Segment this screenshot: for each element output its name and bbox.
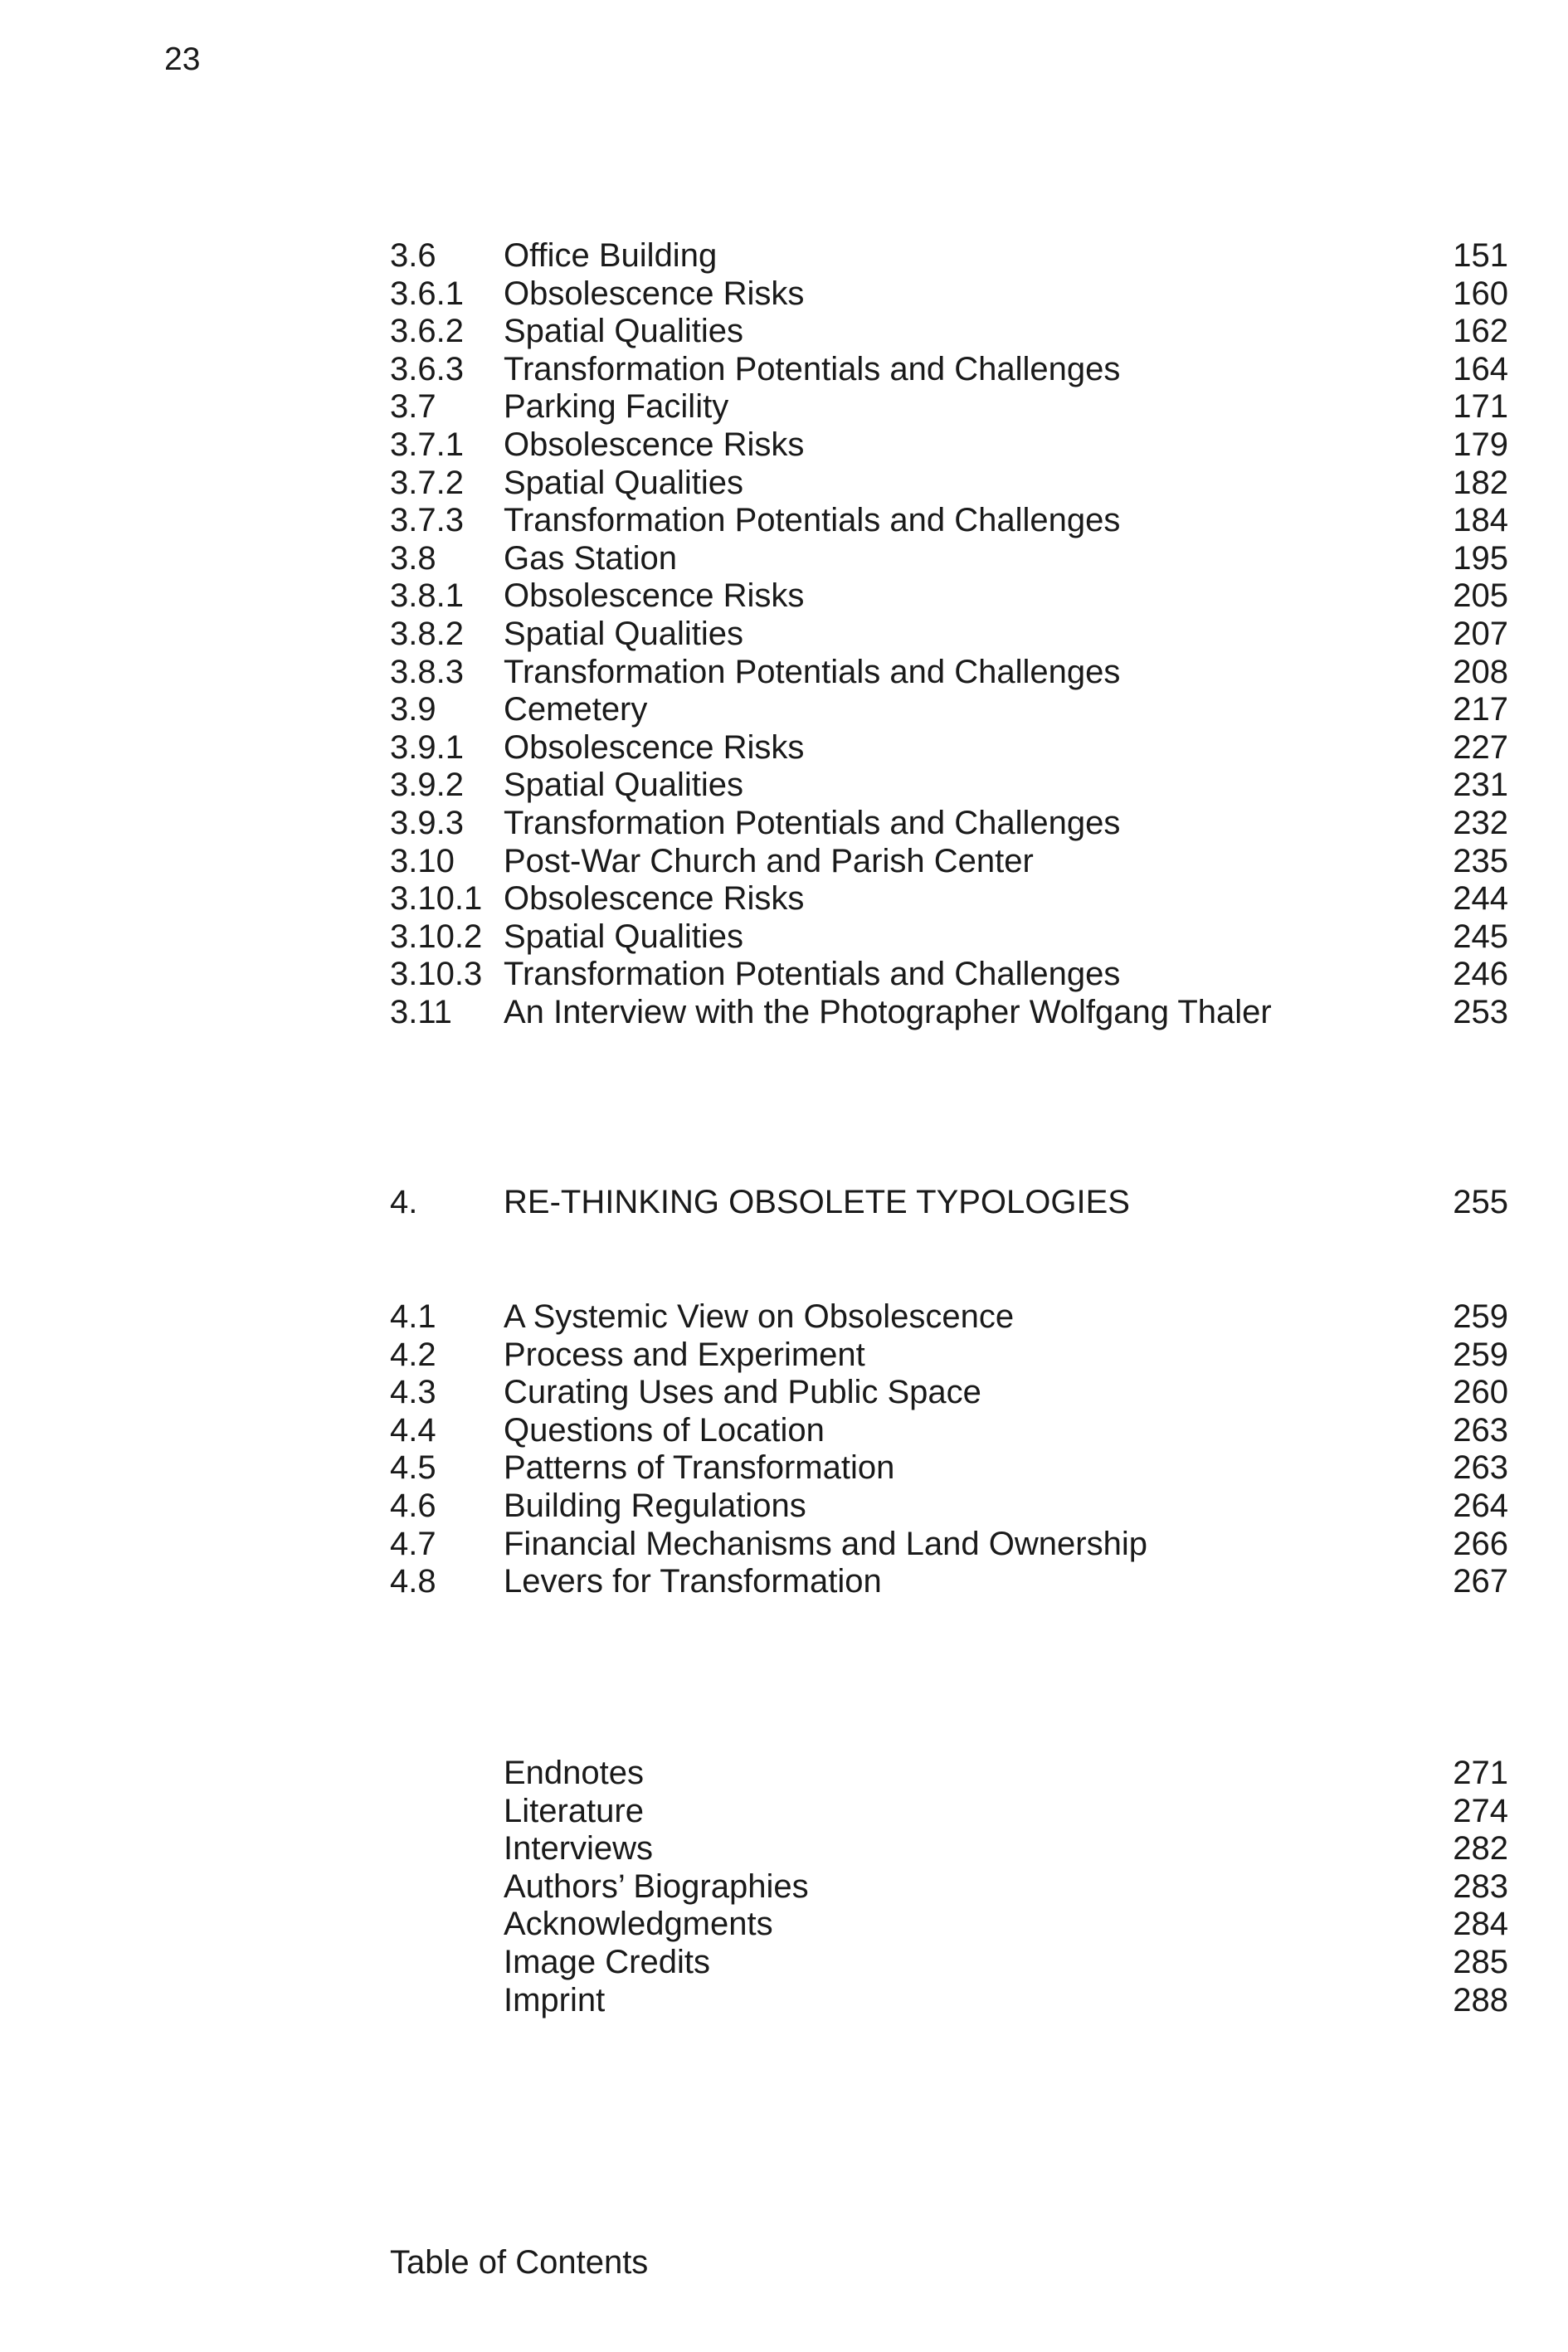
toc-entry — [390, 1488, 1508, 1526]
toc-entry — [390, 1868, 1508, 1906]
toc-entry — [390, 388, 1508, 426]
toc-entry-number: 3.8.3 — [390, 653, 464, 690]
toc-entry-page: 284 — [1453, 1906, 1508, 1943]
toc-entry-title: Office Building — [504, 237, 718, 274]
toc-entry-title: An Interview with the Photographer Wolfgang Thaler — [504, 993, 1272, 1030]
toc-entry-title: Obsolescence Risks — [504, 275, 805, 312]
chapter-title: RE-THINKING OBSOLETE TYPOLOGIES — [504, 1184, 1130, 1220]
toc-chapter-4-heading — [390, 1184, 1508, 1222]
toc-entry-title: Process and Experiment — [504, 1336, 865, 1373]
toc-entry — [390, 275, 1508, 314]
toc-entry-number: 3.7.1 — [390, 426, 464, 463]
toc-entry-title: Curating Uses and Public Space — [504, 1374, 981, 1411]
toc-entry — [390, 1298, 1508, 1337]
toc-entry — [390, 426, 1508, 465]
toc-entry-page: 260 — [1453, 1374, 1508, 1411]
toc-entry — [390, 994, 1508, 1032]
toc-entry-page: 274 — [1453, 1792, 1508, 1829]
toc-entry-title: Levers for Transformation — [504, 1563, 882, 1600]
toc-entry-page: 205 — [1453, 577, 1508, 615]
toc-entry-number: 3.6.2 — [390, 313, 464, 350]
toc-entry-title: Post-War Church and Parish Center — [504, 842, 1034, 879]
toc-entry-title: Imprint — [504, 1981, 606, 2018]
toc-entry-page: 244 — [1453, 880, 1508, 918]
toc-entry-number: 3.10.2 — [390, 918, 483, 955]
toc-entry-title: Building Regulations — [504, 1487, 806, 1524]
toc-entry-title: Financial Mechanisms and Land Ownership — [504, 1525, 1147, 1562]
toc-entry-page: 160 — [1453, 275, 1508, 312]
toc-entry — [390, 313, 1508, 351]
toc-entry-page: 282 — [1453, 1830, 1508, 1867]
toc-entry-title: Transformation Potentials and Challenges — [504, 956, 1121, 993]
toc-entry-number: 4.2 — [390, 1336, 436, 1373]
toc-entry — [390, 918, 1508, 957]
toc-entry-number: 3.8 — [390, 539, 436, 577]
toc-entry-number: 3.7 — [390, 388, 436, 426]
toc-entry-title: Transformation Potentials and Challenges — [504, 804, 1121, 841]
toc-entry — [390, 1944, 1508, 1982]
toc-entry — [390, 1793, 1508, 1831]
toc-entry-title: Gas Station — [504, 539, 678, 577]
toc-entry-title: Spatial Qualities — [504, 464, 744, 501]
toc-entry — [390, 1412, 1508, 1450]
toc-entry — [390, 767, 1508, 805]
toc-entry — [390, 351, 1508, 389]
toc-entry-page: 264 — [1453, 1487, 1508, 1524]
toc-entry-title: Patterns of Transformation — [504, 1449, 895, 1487]
page-number: 23 — [164, 41, 201, 77]
toc-entry-page: 288 — [1453, 1981, 1508, 2018]
toc-entry-page: 179 — [1453, 426, 1508, 463]
toc-entry-page: 151 — [1453, 237, 1508, 274]
toc-entry — [390, 1830, 1508, 1868]
toc-entry-number: 4.3 — [390, 1374, 436, 1411]
toc-entry-title: Parking Facility — [504, 388, 729, 426]
toc-entry — [390, 654, 1508, 692]
toc-entry-page: 182 — [1453, 464, 1508, 501]
toc-entry-page: 271 — [1453, 1755, 1508, 1791]
toc-entry-title: Cemetery — [504, 691, 648, 728]
toc-entry-title: Literature — [504, 1792, 644, 1829]
toc-entry — [390, 880, 1508, 918]
toc-entry — [390, 616, 1508, 654]
toc-entry-page: 184 — [1453, 502, 1508, 539]
toc-entry — [390, 577, 1508, 616]
toc-entry-number: 3.10.3 — [390, 956, 483, 993]
toc-entry-title: Image Credits — [504, 1943, 710, 1980]
chapter-heading-row — [390, 1184, 1508, 1222]
toc-entry-page: 266 — [1453, 1525, 1508, 1562]
toc-entry — [390, 1906, 1508, 1944]
toc-entry-number: 3.8.2 — [390, 615, 464, 652]
toc-entry-page: 232 — [1453, 804, 1508, 841]
toc-entry-page: 285 — [1453, 1943, 1508, 1980]
toc-entry-number: 3.7.2 — [390, 464, 464, 501]
toc-section-4 — [390, 1298, 1508, 1601]
toc-entry-title: Transformation Potentials and Challenges — [504, 653, 1121, 690]
chapter-page: 255 — [1453, 1184, 1508, 1220]
toc-back-matter — [390, 1755, 1508, 2019]
toc-entry-number: 3.11 — [390, 993, 452, 1030]
toc-entry-title: Obsolescence Risks — [504, 426, 805, 463]
toc-entry-page: 253 — [1453, 993, 1508, 1030]
toc-entry-page: 217 — [1453, 691, 1508, 728]
toc-section-3 — [390, 237, 1508, 1031]
toc-entry-page: 208 — [1453, 653, 1508, 690]
toc-entry-title: Spatial Qualities — [504, 767, 744, 804]
toc-entry-page: 171 — [1453, 388, 1508, 426]
toc-entry-page: 235 — [1453, 842, 1508, 879]
toc-entry-page: 259 — [1453, 1336, 1508, 1373]
toc-entry-number: 4.8 — [390, 1563, 436, 1600]
toc-entry — [390, 805, 1508, 843]
toc-entry-page: 246 — [1453, 956, 1508, 993]
toc-entry — [390, 1449, 1508, 1488]
toc-entry-page: 162 — [1453, 313, 1508, 350]
running-footer: Table of Contents — [390, 2244, 649, 2281]
toc-entry-page: 164 — [1453, 350, 1508, 387]
toc-entry-number: 3.9.2 — [390, 767, 464, 804]
toc-entry — [390, 502, 1508, 540]
toc-entry-title: Obsolescence Risks — [504, 577, 805, 615]
toc-entry-number: 3.6 — [390, 237, 436, 274]
toc-entry-number: 4.4 — [390, 1411, 436, 1449]
toc-entry — [390, 1374, 1508, 1412]
toc-entry — [390, 1982, 1508, 2020]
toc-entry-number: 3.7.3 — [390, 502, 464, 539]
toc-entry-number: 3.6.1 — [390, 275, 464, 312]
toc-entry — [390, 1337, 1508, 1375]
toc-entry-title: A Systemic View on Obsolescence — [504, 1298, 1015, 1335]
toc-entry — [390, 729, 1508, 767]
toc-entry-number: 4.5 — [390, 1449, 436, 1487]
toc-entry-page: 195 — [1453, 539, 1508, 577]
toc-entry-title: Authors’ Biographies — [504, 1867, 809, 1905]
toc-entry-number: 3.10 — [390, 842, 455, 879]
toc-entry-page: 207 — [1453, 615, 1508, 652]
toc-entry-number: 3.8.1 — [390, 577, 464, 615]
toc-entry — [390, 237, 1508, 275]
toc-entry — [390, 956, 1508, 994]
toc-entry-title: Spatial Qualities — [504, 615, 744, 652]
toc-entry-number: 3.9.1 — [390, 728, 464, 766]
toc-entry-title: Spatial Qualities — [504, 313, 744, 350]
toc-entry-page: 227 — [1453, 728, 1508, 766]
toc-entry — [390, 1755, 1508, 1793]
toc-entry-page: 231 — [1453, 767, 1508, 804]
toc-entry-title: Spatial Qualities — [504, 918, 744, 955]
toc-entry-page: 259 — [1453, 1298, 1508, 1335]
toc-entry-title: Interviews — [504, 1830, 654, 1867]
toc-entry-page: 267 — [1453, 1563, 1508, 1600]
toc-entry — [390, 691, 1508, 729]
toc-entry-title: Questions of Location — [504, 1411, 825, 1449]
toc-entry-number: 4.1 — [390, 1298, 436, 1335]
toc-entry-title: Transformation Potentials and Challenges — [504, 502, 1121, 539]
toc-entry-title: Transformation Potentials and Challenges — [504, 350, 1121, 387]
toc-entry — [390, 1563, 1508, 1601]
toc-entry-number: 3.9 — [390, 691, 436, 728]
toc-entry — [390, 540, 1508, 578]
toc-entry — [390, 843, 1508, 881]
toc-entry-number: 3.6.3 — [390, 350, 464, 387]
toc-entry-title: Acknowledgments — [504, 1906, 773, 1943]
toc-entry-title: Endnotes — [504, 1755, 645, 1791]
toc-entry-page: 245 — [1453, 918, 1508, 955]
toc-entry-title: Obsolescence Risks — [504, 728, 805, 766]
toc-entry-title: Obsolescence Risks — [504, 880, 805, 918]
toc-entry-number: 3.9.3 — [390, 804, 464, 841]
toc-entry-page: 283 — [1453, 1867, 1508, 1905]
toc-entry-number: 3.10.1 — [390, 880, 483, 918]
toc-entry-page: 263 — [1453, 1449, 1508, 1487]
chapter-number: 4. — [390, 1184, 418, 1220]
toc-entry — [390, 1526, 1508, 1564]
toc-entry-page: 263 — [1453, 1411, 1508, 1449]
toc-entry — [390, 465, 1508, 503]
toc-entry-number: 4.7 — [390, 1525, 436, 1562]
toc-entry-number: 4.6 — [390, 1487, 436, 1524]
